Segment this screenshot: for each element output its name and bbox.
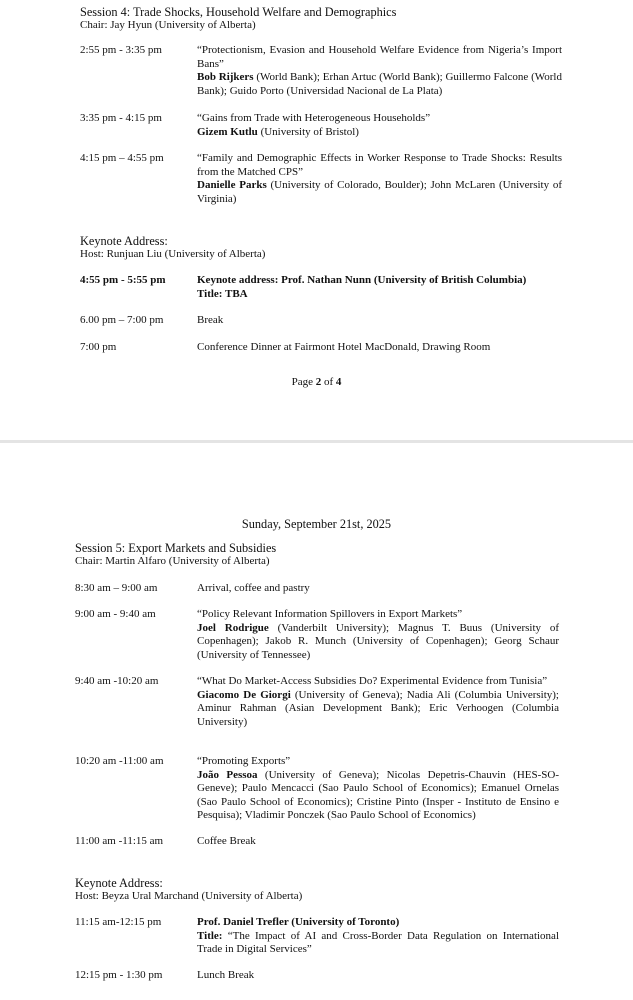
paper-entry <box>197 44 562 98</box>
page-3-of-4 <box>0 443 633 1000</box>
time-slot: 10:20 am -11:00 am <box>75 755 164 767</box>
paper-entry <box>197 112 562 139</box>
coauthors: (University of Colorado, Boulder); John McLaren (University of Virginia) <box>197 179 563 205</box>
page-number <box>0 376 633 388</box>
paper-entry <box>197 755 559 823</box>
time-slot: 9:00 am - 9:40 am <box>75 608 156 620</box>
authors <box>197 769 559 823</box>
time-slot: 7:00 pm <box>80 341 117 353</box>
keynote-speaker: Prof. Daniel Trefler (University of Toronto) <box>197 916 400 928</box>
session-5-chair: Chair: Martin Alfaro (University of Alberta) <box>75 555 270 567</box>
time-slot: 8:30 am – 9:00 am <box>75 582 158 594</box>
time-slot: 11:00 am -11:15 am <box>75 835 164 847</box>
keynote-heading: Keynote Address: <box>75 876 163 890</box>
paper-title: “Family and Demographic Effects in Worker Response to Trade Shocks: Results from the Matched CPS” <box>197 152 562 178</box>
keynote-host: Host: Runjuan Liu (University of Alberta) <box>80 248 266 260</box>
presenter: Joel Rodrigue <box>197 621 269 634</box>
presenter: Danielle Parks <box>197 179 267 191</box>
paper-entry <box>197 675 559 729</box>
paper-title: “Gains from Trade with Heterogeneous Households” <box>197 112 431 124</box>
paper-entry <box>197 608 559 662</box>
keynote-entry <box>197 916 559 957</box>
coauthors: (University of Geneva); Nadia Ali (Columbia University); Aminur Rahman (Asian Development Bank); Eric Verhoogen (Columbia University) <box>197 688 559 728</box>
coauthors: (Vanderbilt University); Magnus T. Buus (University of Copenhagen); Jakob R. Munch (University of Copenhagen); Georg Schaur (University of Tennessee) <box>197 621 559 661</box>
time-slot: 4:55 pm - 5:55 pm <box>80 274 166 286</box>
time-slot: 4:15 pm – 4:55 pm <box>80 152 164 164</box>
keynote-title: Title: TBA <box>197 287 248 300</box>
coffee-break-label: Coffee Break <box>197 835 256 847</box>
paper-title: “Policy Relevant Information Spillovers in Export Markets” <box>197 608 463 620</box>
paper-entry <box>197 152 562 206</box>
dinner-label: Conference Dinner at Fairmont Hotel MacDonald, Drawing Room <box>197 341 491 353</box>
coauthors: (University of Bristol) <box>257 125 359 138</box>
paper-title: “Protectionism, Evasion and Household Welfare Evidence from Nigeria’s Import Bans” <box>197 44 562 70</box>
authors <box>197 689 559 730</box>
time-slot: 12:15 pm - 1:30 pm <box>75 969 163 981</box>
title-label: Title: <box>197 929 223 942</box>
presenter: João Pessoa <box>197 768 258 781</box>
time-slot: 2:55 pm - 3:35 pm <box>80 44 162 56</box>
lunch-label: Lunch Break <box>197 969 255 981</box>
authors <box>197 126 562 140</box>
presenter: Bob Rijkers <box>197 71 254 83</box>
page-total: 4 <box>335 376 342 388</box>
page-current: 2 <box>315 376 322 388</box>
authors <box>197 622 559 663</box>
page-2-of-4 <box>0 0 633 442</box>
time-slot: 11:15 am-12:15 pm <box>75 916 162 928</box>
time-slot: 3:35 pm - 4:15 pm <box>80 112 162 124</box>
paper-title: “Promoting Exports” <box>197 755 291 767</box>
keynote-talk <box>197 930 559 957</box>
presenter: Giacomo De Giorgi <box>197 688 291 701</box>
session-5-title: Session 5: Export Markets and Subsidies <box>75 541 277 555</box>
keynote-speaker: Keynote address: Prof. Nathan Nunn (University of British Columbia) <box>197 274 527 286</box>
authors <box>197 71 562 98</box>
keynote-host: Host: Beyza Ural Marchand (University of Alberta) <box>75 890 303 902</box>
break-label: Break <box>197 314 224 326</box>
time-slot: 6.00 pm – 7:00 pm <box>80 314 164 326</box>
keynote-heading: Keynote Address: <box>80 234 168 248</box>
coauthors: (World Bank); Erhan Artuc (World Bank); Guillermo Falcone (World Bank); Guido Porto (Universidad Nacional de La Plata) <box>197 71 562 97</box>
presenter: Gizem Kutlu <box>197 125 258 138</box>
time-slot: 9:40 am -10:20 am <box>75 675 159 687</box>
coauthors: (University of Geneva); Nicolas Depetris-Chauvin (HES-SO-Geneve); Paulo Mencacci (Sao Paulo School of Economics); Emanuel Ornelas (Sao Paulo School of Economics); Cristine Pinto (Insper - Instituto de Ensino e Pesquisa); Vladimir Ponczek (Sao Paulo School of Economics) <box>197 768 559 821</box>
page-of: of <box>321 376 336 388</box>
talk-title: “The Impact of AI and Cross-Border Data Regulation on International Trade in Digital Services” <box>197 929 559 955</box>
authors <box>197 179 562 206</box>
session-4-chair: Chair: Jay Hyun (University of Alberta) <box>80 19 256 31</box>
keynote-entry <box>197 274 562 301</box>
paper-title: “What Do Market-Access Subsidies Do? Experimental Evidence from Tunisia” <box>197 675 548 687</box>
arrival-label: Arrival, coffee and pastry <box>197 582 310 594</box>
session-4-title: Session 4: Trade Shocks, Household Welfare and Demographics <box>80 5 397 19</box>
day-heading: Sunday, September 21st, 2025 <box>241 517 392 531</box>
page-label: Page <box>291 376 316 388</box>
